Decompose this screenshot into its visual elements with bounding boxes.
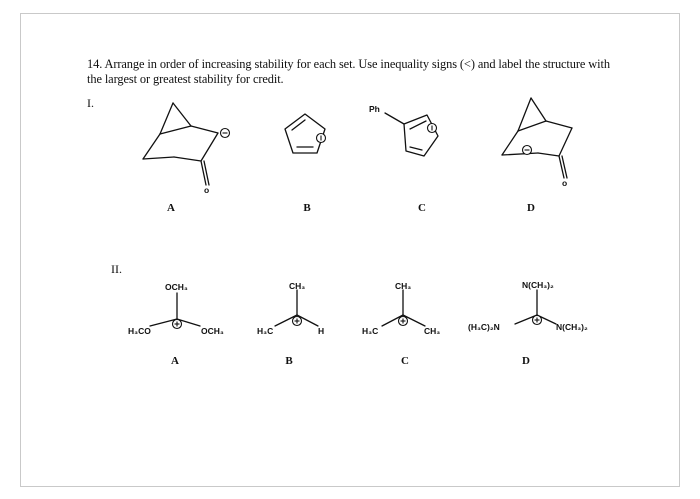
set-1-label-b: B: [303, 202, 311, 214]
oxygen-1a: o: [204, 185, 210, 195]
2a-left-label: H₃CO: [128, 326, 151, 336]
2a-right-label: OCH₃: [201, 326, 224, 336]
2c-left-label: H₃C: [362, 326, 379, 336]
2d-left-label: (H₃C)₂N: [468, 322, 500, 332]
set-2-label: II.: [111, 262, 122, 276]
set-2-label-a: A: [171, 355, 179, 367]
set-2-label-d: D: [522, 355, 530, 367]
set-1-label: I.: [87, 96, 94, 110]
2c-right-label: CH₃: [424, 326, 441, 336]
2d-right-label: N(CH₃)₂: [556, 322, 588, 332]
structure-1c: [385, 113, 438, 156]
set-1-label-a: A: [167, 202, 175, 214]
set-1-label-c: C: [418, 202, 426, 214]
2b-right-label: H: [318, 326, 325, 336]
set-1-label-d: D: [527, 202, 535, 214]
phenyl-label: Ph: [369, 104, 380, 114]
2d-top-label: N(CH₃)₂: [522, 280, 554, 290]
set-2-label-b: B: [285, 355, 293, 367]
2b-top-label: CH₃: [289, 281, 306, 291]
set-2-label-c: C: [401, 355, 409, 367]
2b-left-label: H₃C: [257, 326, 274, 336]
oxygen-1d: o: [562, 178, 568, 188]
structure-1a: [143, 103, 218, 185]
structure-1d: [502, 98, 572, 178]
question-text: 14. Arrange in order of increasing stability for each set. Use inequality signs (<) and label the structure with the largest or greatest stability for credit.: [87, 57, 610, 86]
2c-top-label: CH₃: [395, 281, 412, 291]
2a-top-label: OCH₃: [165, 282, 188, 292]
